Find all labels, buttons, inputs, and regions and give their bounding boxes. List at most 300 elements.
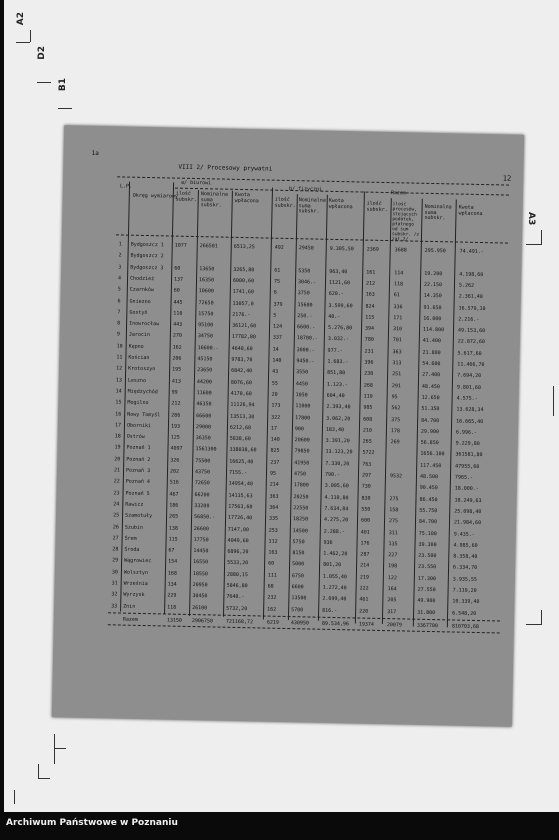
table-cell: 16.579,10 xyxy=(458,305,486,312)
table-cell: 8076,60 xyxy=(230,379,253,386)
table-cell: 461 xyxy=(359,596,369,604)
table-cell: 40.- xyxy=(328,313,341,320)
table-cell: 17800 xyxy=(293,482,309,489)
table-cell: 111 xyxy=(267,572,277,579)
table-cell: 95100 xyxy=(198,322,214,329)
table-cell: 27.400 xyxy=(422,372,441,379)
table-cell: Mogilno xyxy=(127,399,149,407)
table-cell: 16550 xyxy=(193,559,209,566)
table-cell: Kępno xyxy=(128,343,144,350)
table-cell: 5846,80 xyxy=(226,582,248,590)
table-cell: Września xyxy=(123,580,148,588)
table-cell: Szamotuły xyxy=(125,512,153,520)
table-cell: 6000,60 xyxy=(232,277,255,285)
table-cell: 112 xyxy=(268,538,278,545)
table-cell: 9.801,60 xyxy=(456,384,482,391)
table-cell: 11.466,70 xyxy=(457,361,485,369)
table-cell: 114 xyxy=(394,269,404,276)
table-cell: 295.950 xyxy=(424,247,446,255)
table-cell: Środa xyxy=(124,546,140,554)
table-cell: 1.123.- xyxy=(326,381,349,388)
table-cell: 6.548,20 xyxy=(452,610,477,617)
table-cell: 17.300 xyxy=(417,575,436,582)
header-ilosc-biurowi: ilość subskr. xyxy=(175,190,197,203)
table-cell: 2.361,40 xyxy=(458,293,483,301)
table-cell: 14 xyxy=(272,346,279,353)
table-cell: 110 xyxy=(173,310,183,317)
table-cell: 195 xyxy=(172,366,182,374)
table-cell: 763 xyxy=(362,461,372,468)
table-cell: 21 xyxy=(113,467,121,474)
table-cell: 1.683.- xyxy=(327,358,349,366)
table-cell: Wągrowiec xyxy=(124,557,152,565)
table-cell: 39.300 xyxy=(418,541,437,548)
table-cell: 394 xyxy=(364,325,375,332)
table-cell: 135 xyxy=(388,540,398,548)
table-cell: 164 xyxy=(387,586,397,593)
table-cell: 16350 xyxy=(198,276,215,284)
table-cell: 20079 xyxy=(386,622,402,629)
header-kwota-biurowi: Kwota wpłacona xyxy=(234,191,259,204)
margin-tick xyxy=(54,734,55,764)
table-cell: 17563,60 xyxy=(228,503,253,511)
table-cell: 275 xyxy=(389,495,399,502)
table-cell: Poznań 5 xyxy=(125,490,150,497)
table-cell: 89.534,96 xyxy=(321,620,350,628)
table-cell: 79850 xyxy=(294,448,310,455)
table-cell: 7.330,20 xyxy=(325,460,350,467)
table-cell: 23 xyxy=(113,489,120,497)
table-cell: 118 xyxy=(167,604,177,611)
table-cell: 430950 xyxy=(290,620,309,627)
table-cell: 977.- xyxy=(327,347,343,354)
table-cell: 21.984,60 xyxy=(453,519,482,527)
table-cell: 730 xyxy=(361,483,371,491)
margin-tick xyxy=(38,764,39,778)
table-cell: Chodzież xyxy=(129,275,155,283)
table-cell: 6.334,70 xyxy=(453,564,478,572)
table-cell: 313 xyxy=(392,360,402,367)
table-cell: 401 xyxy=(360,529,370,536)
table-cell: 5.262 xyxy=(458,282,475,289)
table-cell: 516 xyxy=(169,479,179,487)
table-cell: 17750 xyxy=(193,536,209,544)
table-cell: 338038,60 xyxy=(229,447,257,454)
table-cell: 4049,60 xyxy=(227,537,249,544)
table-cell: Śrem xyxy=(124,535,137,542)
table-cell: 13500 xyxy=(291,595,307,602)
table-cell: Bydgoszcz 3 xyxy=(130,264,164,271)
table-cell: Oborniki xyxy=(126,422,152,429)
table-cell: 140 xyxy=(272,357,282,364)
table-cell: 810703,68 xyxy=(451,623,479,631)
table-cell: 176 xyxy=(360,540,370,547)
table-cell: Gniezno xyxy=(129,298,151,305)
table-cell: 60 xyxy=(268,561,275,568)
table-cell: 6600 xyxy=(291,584,304,591)
table-cell: 43 xyxy=(272,368,279,376)
table-cell: 227 xyxy=(388,552,398,559)
table-cell: 48.450 xyxy=(421,383,440,390)
margin-tick xyxy=(38,778,50,779)
table-cell: 2.393,40 xyxy=(326,403,351,411)
table-cell: 701 xyxy=(392,337,402,344)
table-cell: 900 xyxy=(294,425,305,433)
table-cell: 10600 xyxy=(198,288,214,295)
table-cell: 20 xyxy=(114,456,121,463)
table-cell: 251 xyxy=(392,371,402,378)
table-cell: 198 xyxy=(388,563,398,570)
table-cell: 84.700 xyxy=(418,518,438,526)
table-cell: 9783,70 xyxy=(231,356,253,364)
table-cell: 4 xyxy=(117,275,122,282)
table-cell: 22550 xyxy=(293,505,309,512)
table-cell: 13.628,34 xyxy=(456,406,484,414)
table-cell: 337 xyxy=(272,335,282,342)
table-cell: 4.275,20 xyxy=(323,516,349,524)
table-cell: 29450 xyxy=(298,245,314,252)
table-cell: 3750 xyxy=(297,290,310,297)
table-cell: 13513,30 xyxy=(230,413,255,420)
table-cell: 12.650 xyxy=(421,394,440,402)
table-cell: 8 xyxy=(117,320,121,327)
table-cell: 8150 xyxy=(292,550,305,557)
table-cell: 269 xyxy=(390,439,400,446)
header-group-fizyczni: b/ fizyczni xyxy=(288,185,323,193)
table-cell: 253 xyxy=(268,527,278,534)
table-cell: 114.800 xyxy=(422,326,445,334)
table-cell: 20600 xyxy=(294,437,310,444)
table-cell: 2176.- xyxy=(232,311,251,318)
table-cell: 7155.- xyxy=(228,469,248,477)
table-cell: 210 xyxy=(362,427,373,434)
table-cell: 46350 xyxy=(196,401,212,408)
table-cell: 20250 xyxy=(293,493,309,501)
table-cell: 91.650 xyxy=(423,304,442,311)
table-cell: 13150 xyxy=(166,617,183,624)
table-cell: 49.900 xyxy=(417,598,436,605)
table-cell: Leszno xyxy=(127,377,147,384)
table-cell: 61 xyxy=(274,267,281,274)
table-cell: 163 xyxy=(365,291,375,298)
header-nominal-razem: Nominalna suma subskr. xyxy=(424,203,452,222)
header-lp: L.P. xyxy=(119,183,133,190)
table-cell: 317 xyxy=(387,608,397,615)
table-cell: 287 xyxy=(360,551,370,558)
page-number-right: 12 xyxy=(502,174,512,183)
table-cell: 30450 xyxy=(192,593,208,600)
table-cell: 13.123,20 xyxy=(325,449,353,456)
table-cell: 16.000 xyxy=(423,315,442,322)
table-cell: 18250 xyxy=(292,516,309,523)
table-cell: 22.150 xyxy=(423,281,443,289)
table-cell: 1 xyxy=(118,241,122,248)
table-cell: 33200 xyxy=(194,502,210,510)
table-cell: 33 xyxy=(111,602,118,610)
table-cell: 7147,00 xyxy=(227,526,249,533)
table-cell: 22 xyxy=(113,478,120,485)
table-cell: 7965.- xyxy=(454,474,474,481)
table-cell: 55.750 xyxy=(419,507,438,515)
table-cell: 467 xyxy=(169,491,179,498)
table-cell: 95 xyxy=(391,394,398,401)
table-cell: 1077 xyxy=(174,242,187,249)
table-cell: 168 xyxy=(167,570,177,577)
table-cell: 22.872,60 xyxy=(457,338,485,346)
table-cell: 9 xyxy=(116,331,120,338)
table-cell: Bydgoszcz 2 xyxy=(130,252,164,260)
table-cell: 25.098,40 xyxy=(454,508,482,515)
table-cell: 2.216.- xyxy=(458,316,480,323)
table-cell: 14135,63 xyxy=(228,492,253,499)
table-cell: 825 xyxy=(270,448,280,455)
table-cell: 137 xyxy=(173,276,184,283)
table-cell: 16600.- xyxy=(197,344,219,352)
table-cell: 67 xyxy=(168,547,175,554)
table-cell: 816.- xyxy=(322,607,338,614)
table-cell: 154 xyxy=(168,558,178,566)
table-cell: 31 xyxy=(111,580,118,587)
table-cell: 171 xyxy=(393,314,403,322)
table-cell: 222 xyxy=(359,585,369,592)
table-cell: 830 xyxy=(361,495,371,502)
table-cell: 4.575.- xyxy=(456,395,478,402)
table-cell: 326 xyxy=(170,457,180,464)
table-cell: 117.450 xyxy=(420,462,442,469)
table-cell: 90.450 xyxy=(419,485,438,492)
table-cell: 183,40 xyxy=(325,426,345,433)
table-cell: 4.110,80 xyxy=(324,494,349,501)
table-cell: Kościan xyxy=(128,354,150,362)
table-cell: 6219 xyxy=(266,619,279,626)
table-cell: 492 xyxy=(274,244,284,251)
margin-tick xyxy=(54,748,66,749)
table-cell: 13057,0 xyxy=(232,300,254,307)
table-cell: 780 xyxy=(364,336,374,344)
table-cell: 30 xyxy=(111,569,118,576)
table-cell: 72650 xyxy=(194,480,210,487)
table-cell: Nowy Tomyśl xyxy=(127,411,161,418)
table-cell: 7.694,20 xyxy=(457,372,482,380)
table-cell: 26100 xyxy=(192,604,208,611)
table-cell: 5 xyxy=(273,312,277,319)
table-cell: 275 xyxy=(388,518,399,525)
table-cell: 1121,60 xyxy=(328,279,351,287)
table-cell: 6212,60 xyxy=(229,424,252,432)
table-cell: 562 xyxy=(391,405,401,412)
table-cell: 1050 xyxy=(295,392,308,399)
table-cell: 178 xyxy=(390,427,401,435)
table-cell: 16625,40 xyxy=(229,458,254,465)
table-cell: 162 xyxy=(172,344,182,351)
table-cell: 265 xyxy=(169,513,179,520)
table-cell: 18.249,63 xyxy=(454,497,482,504)
table-cell: 550 xyxy=(361,506,371,513)
table-cell: 34750 xyxy=(197,333,213,340)
table-cell: Rawicz xyxy=(125,501,144,508)
table-cell: 5732,20 xyxy=(226,605,248,612)
table-cell: 4.198,60 xyxy=(459,271,484,278)
table-cell: 824 xyxy=(365,303,375,310)
table-cell: 95 xyxy=(269,470,277,477)
table-cell: 29.900 xyxy=(420,428,440,435)
table-cell: 363 xyxy=(269,493,279,500)
table-cell: 6750 xyxy=(291,572,304,580)
table-cell: 291 xyxy=(391,382,401,389)
table-cell: 206 xyxy=(172,355,182,362)
table-cell: 11000 xyxy=(295,403,311,410)
table-cell: 212 xyxy=(171,400,181,407)
table-cell: 115 xyxy=(365,314,375,321)
table-cell: Międzychód xyxy=(127,388,158,396)
table-cell: 265 xyxy=(362,438,372,445)
table-cell: 31.800 xyxy=(417,609,436,616)
table-cell: 3265,80 xyxy=(233,266,255,273)
table-cell: 6842,40 xyxy=(231,368,253,375)
table-cell: 3.062,20 xyxy=(326,415,351,422)
table-cell: 335 xyxy=(268,515,279,522)
table-cell: 21.800 xyxy=(422,349,441,356)
table-cell: 56850.- xyxy=(194,514,216,521)
table-cell: 19374 xyxy=(358,621,374,628)
table-cell: 1.055,40 xyxy=(322,573,348,580)
table-cell: Wolsztyn xyxy=(123,569,149,576)
table-cell: 6896,20 xyxy=(227,548,249,556)
table-cell: 7 xyxy=(117,309,121,316)
table-cell: 17 xyxy=(270,425,278,432)
table-cell: 266501 xyxy=(199,243,218,250)
table-cell: 379 xyxy=(273,301,283,308)
table-cell: 36121,60 xyxy=(232,322,257,330)
table-cell: 3000.- xyxy=(296,346,315,354)
table-cell: 41.400 xyxy=(422,338,441,345)
table-cell: 13 xyxy=(115,376,123,384)
table-cell: 17800 xyxy=(295,414,311,421)
table-cell: Jarocin xyxy=(128,332,151,339)
table-cell: Ostrów xyxy=(126,433,145,441)
margin-mark-d2: D2 xyxy=(37,46,47,60)
table-cell: 99 xyxy=(171,389,178,396)
table-cell: 163 xyxy=(268,549,278,556)
table-cell: 311 xyxy=(388,529,398,536)
table-cell: 18.000.- xyxy=(454,485,479,493)
margin-mark-a3: A3 xyxy=(526,212,536,226)
table-cell: 27 xyxy=(112,535,119,542)
table-cell: 4170,60 xyxy=(230,390,252,398)
header-nominal-biurowi: Nominalna suma subskr. xyxy=(200,191,228,209)
table-cell: 231 xyxy=(364,348,374,355)
table-cell: Znin xyxy=(123,603,136,610)
table-cell: 19.200 xyxy=(424,270,443,277)
table-cell: 10.339,40 xyxy=(452,598,480,606)
header-okreg: Okręg wymiarowy xyxy=(132,192,178,200)
table-cell: 36350 xyxy=(195,435,211,442)
table-cell: 29000 xyxy=(195,423,212,431)
table-cell: 445 xyxy=(173,299,183,306)
table-cell: 1561300 xyxy=(195,446,217,453)
table-cell: 49.153,60 xyxy=(457,327,486,335)
table-cell: 9532 xyxy=(389,473,403,480)
table-cell: 1.272,40 xyxy=(322,584,347,592)
table-cell: 23.550 xyxy=(418,564,437,571)
table-cell: 9.435.- xyxy=(453,530,475,538)
table-cell: 936 xyxy=(323,539,333,546)
table-cell: Poznań 3 xyxy=(125,467,151,475)
table-cell: 3046.- xyxy=(297,279,317,286)
table-cell: 3 xyxy=(118,264,122,271)
table-cell: 790.- xyxy=(324,471,341,479)
table-cell: 17726,40 xyxy=(227,514,253,522)
table-cell: 5700 xyxy=(291,606,304,613)
table-cell: 74.491.- xyxy=(459,248,484,256)
table-cell: Krotoszyn xyxy=(128,365,156,373)
table-cell: 16 xyxy=(115,410,122,418)
margin-mark-b1: B1 xyxy=(58,78,68,92)
table-cell: 20 xyxy=(271,391,278,398)
table-cell: 3.391,20 xyxy=(325,437,350,445)
table-cell: 4750 xyxy=(293,471,307,478)
table-cell: 11600 xyxy=(196,389,212,397)
table-cell: 721168,72 xyxy=(225,618,254,626)
table-cell: 297 xyxy=(361,472,372,479)
table-cell: 3367700 xyxy=(416,622,438,630)
header-rule xyxy=(117,176,509,185)
table-cell: Szubin xyxy=(124,524,143,531)
table-cell: 20950 xyxy=(192,582,208,589)
table-cell: 229 xyxy=(167,592,177,599)
table-cell: 14954,40 xyxy=(228,481,253,488)
table-cell: 16.665,40 xyxy=(456,418,484,425)
table-cell: 270 xyxy=(172,332,182,340)
table-cell: 5350 xyxy=(298,267,311,275)
table-cell: 44200 xyxy=(196,378,213,385)
table-cell: 125 xyxy=(170,434,180,441)
table-cell: 23.500 xyxy=(418,552,437,560)
table-cell: 14500 xyxy=(292,527,308,534)
table-cell: 443 xyxy=(173,321,183,328)
table-cell: 134 xyxy=(167,581,177,588)
table-cell: 72650 xyxy=(198,299,214,306)
margin-tick xyxy=(58,108,72,109)
table-cell: 7.119,20 xyxy=(452,587,477,594)
table-cell: 361581,80 xyxy=(455,451,483,459)
table-cell: 19 xyxy=(114,444,121,451)
table-cell: 9450.- xyxy=(296,358,315,365)
margin-tick xyxy=(30,30,31,42)
table-cell: 6600.- xyxy=(297,324,316,331)
table-cell: 14450 xyxy=(193,548,209,555)
header-group-razem: Razem xyxy=(390,190,407,197)
table-cell: 600 xyxy=(360,517,371,524)
table-cell: 4640,60 xyxy=(231,345,253,352)
table-cell: 5533,20 xyxy=(227,560,249,567)
table-cell: 84.700 xyxy=(421,417,440,424)
table-cell: 10550 xyxy=(192,570,209,578)
margin-tick xyxy=(541,230,542,244)
table-cell: 220 xyxy=(359,608,369,615)
table-cell: 363 xyxy=(392,348,402,356)
table-cell: 5.617,60 xyxy=(457,350,482,357)
table-cell: 604,40 xyxy=(326,392,345,400)
header-ilosc-procesow: ilość procesów, stojących podatek, płatnego od sum subskr. /z zat.2/ xyxy=(391,202,420,243)
margin-tick xyxy=(553,386,554,416)
table-cell: 27.550 xyxy=(417,586,436,594)
table-cell: 5000 xyxy=(292,561,305,568)
document-title: VIII 2/ Procesowy prywatni xyxy=(178,163,273,173)
table-cell: 375 xyxy=(391,416,401,423)
margin-tick xyxy=(541,610,542,624)
table-cell: 5722 xyxy=(362,449,375,457)
